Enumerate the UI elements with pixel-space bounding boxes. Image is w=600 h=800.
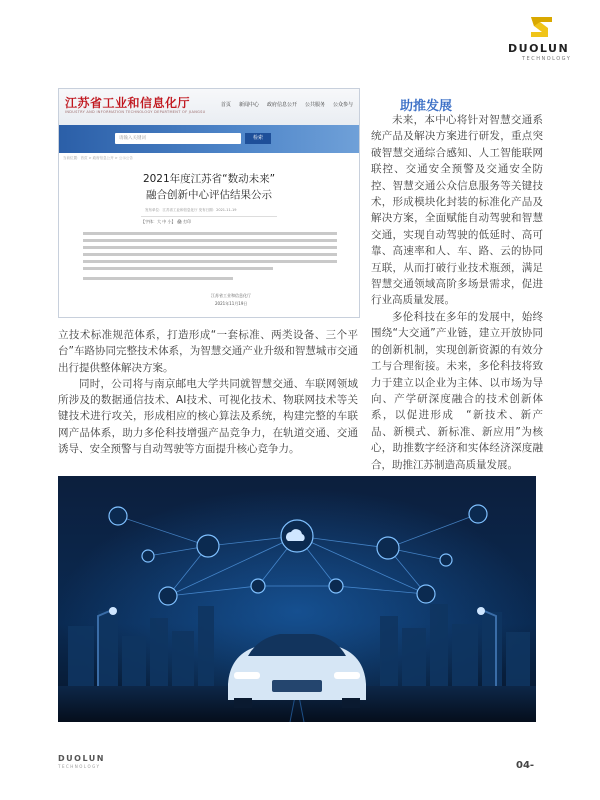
- right-paragraph-1: 未来，本中心将针对智慧交通系统产品及解决方案进行研发，重点突破智慧交通综合感知、人工智能联网联控、交通安全预警及交通安全防控、智慧交通公众信息服务等关键技术，形成模块化封装的标准化产品及解决方案，全面赋能自动驾驶和智慧交通，实现自动驾驶的低延时、高可靠、高速率和人、车、路、云的协同互联，从而打破行业技术瓶颈，满足智慧交通领域高阶多场景需求，促进行业高质量发展。: [371, 114, 543, 307]
- gov-body-text-line: [83, 246, 337, 249]
- right-column-text: [371, 112, 543, 473]
- footer-logo-subtext: TECHNOLOGY: [58, 764, 101, 769]
- gov-headline-line2: 融合创新中心评估结果公示: [146, 189, 272, 201]
- right-paragraph-2: 多伦科技在多年的发展中，始终围绕“大交通”产业链，建立开放协同的创新机制，实现创新资源的有效分工与合理衔接。未来，多伦科技将致力于建立以企业为主体、以市场为导向、产学研深度融合的技术创新体系，以促进形成 “新技术、新产品、新模式、新标准、新应用”为核心，助推数字经济和实体经济深度融合，助推江苏制造高质量发展。: [371, 310, 543, 471]
- gov-attachment-line: [83, 277, 233, 280]
- gov-headline-line1: 2021年度江苏省“数动未来”: [142, 173, 276, 185]
- company-logo: [500, 14, 590, 68]
- duolun-logo-icon: [528, 14, 556, 40]
- gov-body-text-line: [83, 232, 337, 235]
- gov-nav-item: 首页: [220, 102, 231, 108]
- left-column-text: [58, 327, 358, 457]
- gov-body-text-line: [83, 260, 337, 263]
- section-title: 助推发展: [400, 99, 453, 114]
- gov-article-meta: 发布单位：江苏省工业和信息化厅 发布日期：2021-11-19: [145, 208, 237, 212]
- gov-site-header: [59, 89, 359, 125]
- smart-city-car-network-image: [58, 476, 536, 722]
- government-notice-screenshot: [58, 88, 360, 318]
- footer-logo: [58, 754, 105, 769]
- gov-body-text-line: [83, 267, 273, 270]
- footer-logo-text: DUOLUN: [58, 754, 105, 763]
- gov-nav-item: 公众参与: [332, 102, 353, 108]
- logo-subtext: TECHNOLOGY: [522, 56, 572, 62]
- left-paragraph-1: 立技术标准规范体系，打造形成“一套标准、两类设备、三个平台”车路协同完整技术体系，为智慧交通产业升级和智慧城市交通出行提供整体解决方案。: [58, 329, 358, 374]
- page-number: 04-: [516, 760, 535, 771]
- gov-nav-item: 公共服务: [304, 102, 325, 108]
- gov-body-text-line: [83, 253, 337, 256]
- gov-nav-item: 新闻中心: [238, 102, 259, 108]
- gov-divider: [141, 216, 277, 217]
- logo-text: DUOLUN: [508, 42, 570, 55]
- smart-traffic-illustration: [58, 476, 536, 722]
- gov-nav-item: 政府信息公开: [266, 102, 297, 108]
- gov-breadcrumb: 当前位置：首页 > 政府信息公开 > 公示公告: [63, 156, 133, 160]
- gov-article-tools: 【字体：大 中 小】 🖨 打印: [141, 219, 192, 224]
- gov-site-subtitle: INDUSTRY AND INFORMATION TECHNOLOGY DEPARTMENT OF JIANGSU: [65, 110, 206, 114]
- gov-body-text-line: [83, 239, 337, 242]
- gov-site-nav: [221, 101, 353, 108]
- gov-search-box: 请输入关键词: [115, 133, 241, 144]
- left-paragraph-2: 同时，公司将与南京邮电大学共同就智慧交通、车联网领域所涉及的数据通信技术、AI技术、可视化技术、物联网技术等关键技术进行攻关，形成相应的核心算法及系统，构建完整的车联网产品体系，助力多伦科技增强产品竞争力，在轨道交通、交通诱导、安全预警与自动驾驶等方面提升核心竞争力。: [58, 377, 358, 456]
- gov-site-title: 江苏省工业和信息化厅: [65, 96, 191, 110]
- gov-site-banner: [59, 125, 359, 153]
- gov-search-button: 检索: [245, 133, 271, 144]
- gov-signature-date: 2021年11月19日: [215, 301, 248, 306]
- gov-signature-org: 江苏省工业和信息化厅: [211, 293, 251, 298]
